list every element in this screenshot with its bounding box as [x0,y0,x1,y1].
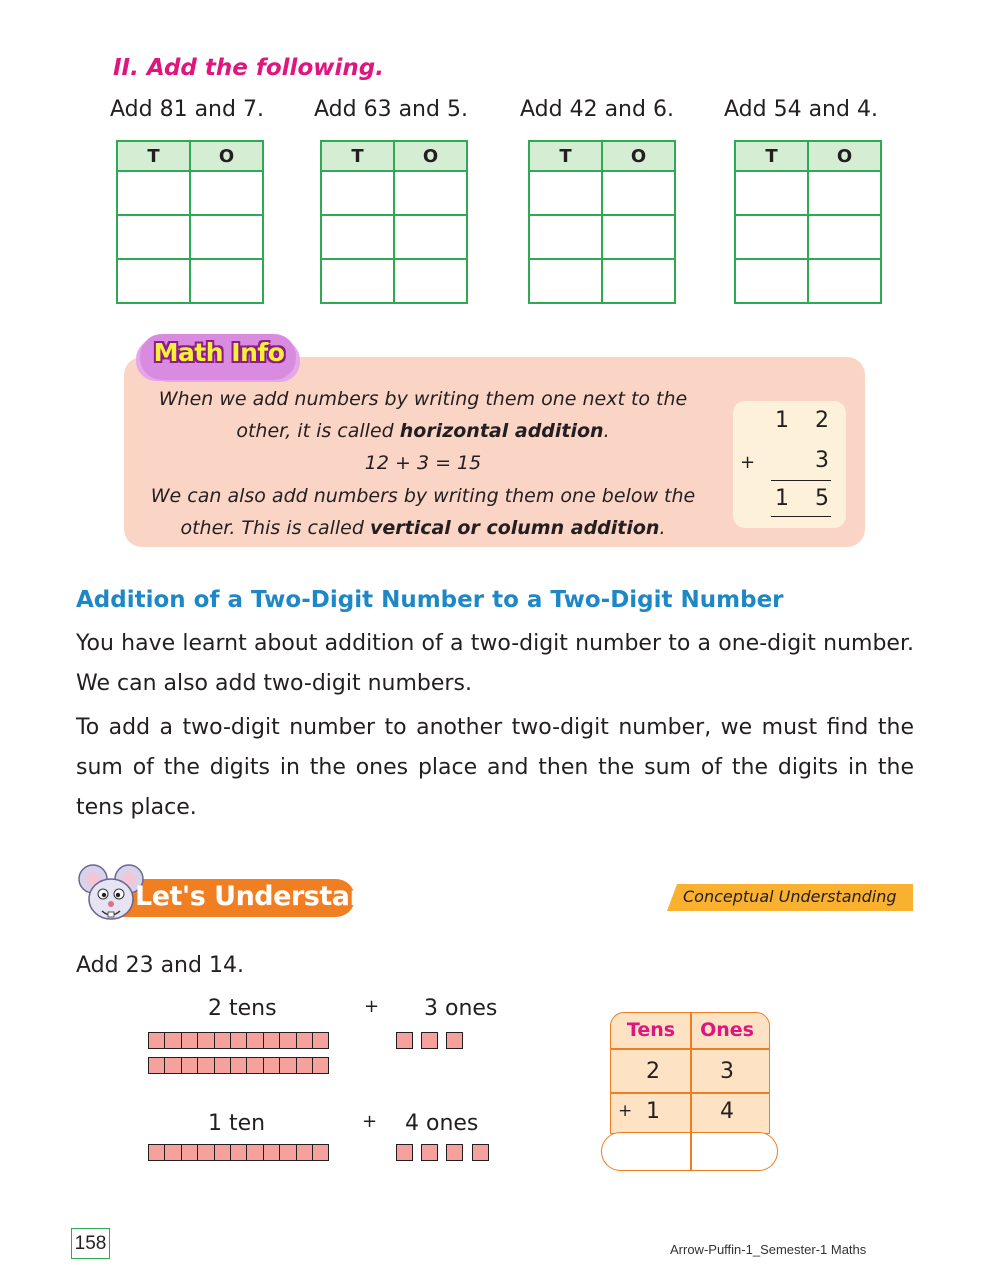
ten-rod [148,1057,328,1074]
cell-ones-2: 4 [720,1099,734,1124]
row2-tens-label: 1 ten [208,1111,266,1136]
math-info-badge-label: Math Info [153,338,285,367]
info-line-5 [128,517,718,539]
answer-cell[interactable] [808,215,881,259]
paragraph-1: You have learnt about addition of a two-digit number to a one-digit number. We can also add two-digit numbers. [76,631,914,696]
info-line-2 [128,420,718,442]
answer-cell[interactable] [394,259,467,303]
header-t: T [321,141,394,171]
conceptual-understanding-label: Conceptual Understanding [683,887,897,906]
cell-tens-1: 2 [646,1059,660,1084]
one-cube [472,1144,489,1161]
header-ones: Ones [700,1019,754,1041]
place-value-grid-4 [734,140,882,304]
answer-cell[interactable] [321,171,394,215]
info-text: . [603,420,610,442]
row1-plus: + [364,996,380,1017]
sum-result-tens: 1 [775,486,789,511]
book-title: Arrow-Puffin-1_Semester-1 Maths [670,1242,867,1257]
header-t: T [529,141,602,171]
row1-ones-label: 3 ones [424,996,498,1021]
tens-ones-table [601,1012,778,1171]
place-value-grid-3 [528,140,676,304]
ten-rod [148,1144,328,1161]
sum-rule-bottom [771,516,831,517]
header-tens: Tens [626,1019,676,1041]
ten-rod [148,1032,328,1049]
info-text: . [659,517,666,539]
answer-cell[interactable] [117,171,190,215]
plus-sign: + [740,452,756,473]
answer-cell[interactable] [117,259,190,303]
exercise-title: II. Add the following. [113,55,384,81]
prompt-3: Add 42 and 6. [520,97,674,122]
prompt-2: Add 63 and 5. [314,97,468,122]
one-cube [421,1144,438,1161]
header-t: T [117,141,190,171]
place-value-grid-2 [320,140,468,304]
one-cube [446,1032,463,1049]
answer-cell[interactable] [735,259,808,303]
row1-tens-label: 2 tens [208,996,277,1021]
one-cube [446,1144,463,1161]
answer-cell[interactable] [190,215,263,259]
sum-top-ones: 2 [815,408,829,433]
sum-top-tens: 1 [775,408,789,433]
row-divider [610,1048,770,1050]
place-value-grid-1 [116,140,264,304]
answer-cell[interactable] [602,259,675,303]
header-o: O [190,141,263,171]
cell-tens-2: 1 [646,1099,660,1124]
answer-cell[interactable] [321,215,394,259]
answer-cell[interactable] [117,215,190,259]
one-cube [396,1032,413,1049]
info-line-4: We can also add numbers by writing them one below the [150,485,696,507]
answer-cell[interactable] [190,171,263,215]
one-cube [421,1032,438,1049]
cell-ones-1: 3 [720,1059,734,1084]
column-divider [690,1132,692,1171]
answer-cell[interactable] [394,215,467,259]
sum-add-ones: 3 [815,448,829,473]
section-heading: Addition of a Two-Digit Number to a Two-Digit Number [76,587,784,613]
answer-cell[interactable] [808,171,881,215]
prompt-1: Add 81 and 7. [110,97,264,122]
info-text: other, it is called [236,420,400,442]
answer-cell[interactable] [321,259,394,303]
header-o: O [808,141,881,171]
answer-cell[interactable] [529,171,602,215]
header-o: O [394,141,467,171]
answer-cell[interactable] [735,171,808,215]
page-number: 158 [71,1228,110,1259]
answer-cell[interactable] [808,259,881,303]
info-equation: 12 + 3 = 15 [364,452,482,474]
answer-cell[interactable] [529,215,602,259]
header-t: T [735,141,808,171]
info-line-1: When we add numbers by writing them one next to the [158,388,688,410]
info-text: other. This is called [180,517,370,539]
answer-cell[interactable] [190,259,263,303]
answer-cell[interactable] [602,171,675,215]
answer-cell[interactable] [394,171,467,215]
row2-plus: + [362,1111,378,1132]
answer-cell[interactable] [602,215,675,259]
row2-ones-label: 4 ones [405,1111,479,1136]
row-divider [610,1092,770,1094]
prompt-4: Add 54 and 4. [724,97,878,122]
term-horizontal-addition: horizontal addition [399,420,604,442]
header-o: O [602,141,675,171]
one-cube [396,1144,413,1161]
sum-rule-top [771,480,831,481]
lets-understand-label: Let's Understand [135,881,388,912]
answer-cell[interactable] [529,259,602,303]
paragraph-2: To add a two-digit number to another two-digit number, we must find the sum of the digits in the ones place and then the sum of the digits in the tens place. [76,715,914,820]
example-question: Add 23 and 14. [76,953,244,978]
table-plus: + [618,1101,633,1121]
term-column-addition: vertical or column addition [369,517,660,539]
sum-result-ones: 5 [815,486,829,511]
answer-cell[interactable] [735,215,808,259]
